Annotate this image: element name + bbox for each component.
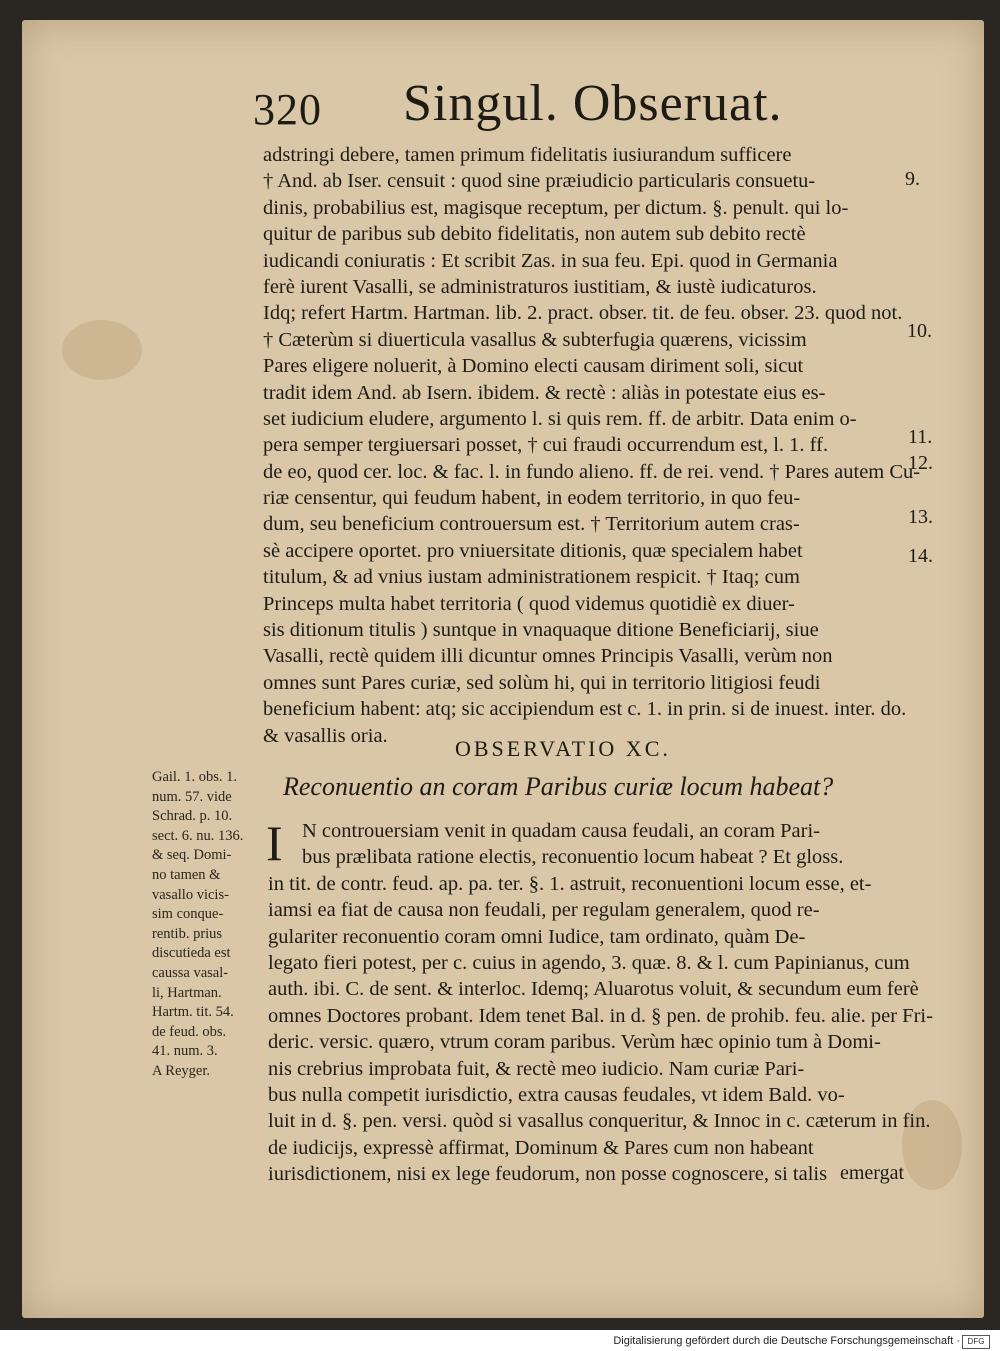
text-line: luit in d. §. pen. versi. quòd si vasallus conqueritur, & Innoc in c. cæterum in fin.: [268, 1110, 931, 1133]
text-line: sè accipere oportet. pro vniuersitate ditionis, quæ specialem habet: [263, 539, 803, 562]
text-line: † Cæterùm si diuerticula vasallus & subterfugia quærens, vicissim: [263, 328, 807, 351]
text-line: Princeps multa habet territoria ( quod videmus quotidiè ex diuer-: [263, 592, 795, 615]
margin-note-line: Gail. 1. obs. 1.: [152, 769, 237, 785]
margin-note-line: Hartm. tit. 54.: [152, 1004, 234, 1021]
text-line: beneficium habent: atq; sic accipiendum est c. 1. in prin. si de inuest. inter. do.: [263, 698, 907, 721]
text-line: deric. versic. quæro, vtrum coram paribus. Verùm hæc opinio tum à Domi-: [268, 1031, 881, 1054]
margin-number: 11.: [908, 426, 933, 448]
dfg-logo: DFG: [962, 1335, 990, 1349]
margin-note-line: vasallo vicis-: [152, 886, 229, 903]
funding-credit: Digitalisierung gefördert durch die Deutsche Forschungsgemeinschaft ·: [613, 1335, 960, 1347]
paper-stain: [62, 320, 142, 380]
text-line: bus prælibata ratione electis, reconuentio locum habeat ? Et gloss.: [302, 846, 844, 869]
margin-note-line: li, Hartman.: [152, 984, 222, 1001]
text-line: iamsi ea fiat de causa non feudali, per regulam generalem, quod re-: [268, 899, 820, 922]
text-line: adstringi debere, tamen primum fidelitatis iusiurandum sufficere: [263, 144, 792, 166]
margin-note-line: de feud. obs.: [152, 1023, 227, 1040]
text-line: dinis, probabilius est, magisque receptum, per dictum. §. penult. qui lo-: [263, 196, 849, 219]
text-line: omnes sunt Pares curiæ, sed solùm hi, qui in territorio litigiosi feudi: [263, 671, 821, 694]
page-number: 320: [253, 85, 322, 134]
margin-note-line: sect. 6. nu. 136.: [152, 827, 244, 844]
text-line: auth. ibi. C. de sent. & interloc. Idemq; Aluarotus voluit, & secundum eum ferè: [268, 978, 919, 1001]
observation-question: Reconuentio an coram Paribus curiæ locum habeat?: [283, 772, 834, 801]
margin-number: 9.: [905, 168, 920, 190]
margin-number: 12.: [908, 452, 933, 474]
margin-note-line: sim conque-: [152, 906, 224, 923]
text-line: & vasallis oria.: [263, 724, 388, 747]
text-line: iurisdictionem, nisi ex lege feudorum, non posse cognoscere, si talis: [268, 1163, 828, 1186]
running-title: Singul. Obseruat.: [403, 75, 783, 132]
text-line: riæ censentur, qui feudum habent, in eodem territorio, in quo feu-: [263, 487, 801, 510]
text-line: de eo, quod cer. loc. & fac. l. in fundo alieno. ff. de rei. vend. † Pares autem Cu-: [263, 460, 921, 483]
text-line: N controuersiam venit in quadam causa feudali, an coram Pari-: [302, 820, 821, 842]
margin-note: [152, 768, 264, 1082]
margin-number: 13.: [908, 506, 933, 528]
margin-note-line: no tamen &: [152, 866, 221, 883]
text-line: Vasalli, rectè quidem illi dicuntur omnes Principis Vasalli, verùm non: [263, 645, 833, 668]
text-line: in tit. de contr. feud. ap. pa. ter. §. 1. astruit, reconuentioni locum esse, et-: [268, 872, 872, 895]
text-line: de iudicijs, expressè affirmat, Dominum & Pares cum non habeant: [268, 1136, 814, 1159]
text-line: quitur de paribus sub debito fidelitatis, non autem sub debito rectè: [263, 223, 806, 246]
text-line: Idq; refert Hartm. Hartman. lib. 2. pract. obser. tit. de feu. obser. 23. quod not.: [263, 302, 903, 325]
margin-number: 10.: [907, 320, 932, 342]
text-line: nis crebrius improbata fuit, & rectè meo iudicio. Nam curiæ Pari-: [268, 1057, 805, 1080]
page-header: [253, 74, 853, 134]
text-line: dum, seu beneficium controuersum est. † Territorium autem cras-: [263, 513, 800, 536]
text-line: Pares eligere noluerit, à Domino electi causam diriment soli, sicut: [263, 355, 804, 378]
text-line: † And. ab Iser. censuit : quod sine præiudicio particularis consuetu-: [263, 170, 816, 193]
margin-note-line: & seq. Domi-: [152, 847, 232, 864]
text-line: sis ditionum titulis ) suntque in vnaquaque ditione Beneficiarij, siue: [263, 619, 819, 642]
observation-heading: OBSERVATIO XC.: [455, 736, 671, 761]
margin-note-line: Schrad. p. 10.: [152, 808, 233, 825]
text-line: gulariter reconuentio coram omni Iudice, tam ordinato, quàm De-: [268, 925, 806, 948]
footer-bar: [0, 1333, 1000, 1351]
text-line: bus nulla competit iurisdictio, extra causas feudales, vt idem Bald. vo-: [268, 1083, 845, 1106]
margin-note-line: num. 57. vide: [152, 788, 232, 805]
margin-note-line: 41. num. 3.: [152, 1043, 218, 1060]
margin-note-line: rentib. prius: [152, 925, 223, 942]
text-line: ferè iurent Vasalli, se administraturos iustitiam, & iustè iudicaturos.: [263, 275, 817, 298]
margin-note-line: A Reyger.: [152, 1062, 210, 1079]
text-line: titulum, & ad vnius iustam administrationem respicit. † Itaq; cum: [263, 566, 800, 589]
text-line: set iudicium eludere, argumento l. si quis rem. ff. de arbitr. Data enim o-: [263, 407, 857, 430]
drop-cap: I: [266, 815, 283, 871]
observation-text-block: [266, 815, 933, 1187]
text-line: legato fieri potest, per c. cuius in agendo, 3. quæ. 8. & l. cum Papinianus, cum: [268, 951, 910, 974]
text-line: omnes Doctores probant. Idem tenet Bal. in d. § pen. de prohib. feu. alie. per Fri-: [268, 1004, 933, 1027]
margin-note-line: caussa vasal-: [152, 964, 229, 981]
margin-number: 14.: [908, 545, 933, 567]
catchword: emergat: [840, 1162, 905, 1184]
text-line: iudicandi coniuratis : Et scribit Zas. in sua feu. Epi. quod in Germania: [263, 249, 838, 272]
text-line: pera semper tergiuersari posset, † cui fraudi occurrendum est, l. 1. ff.: [263, 434, 829, 457]
margin-note-line: discutieda est: [152, 945, 231, 962]
text-line: tradit idem And. ab Isern. ibidem. & rectè : aliàs in potestate eius es-: [263, 381, 826, 404]
